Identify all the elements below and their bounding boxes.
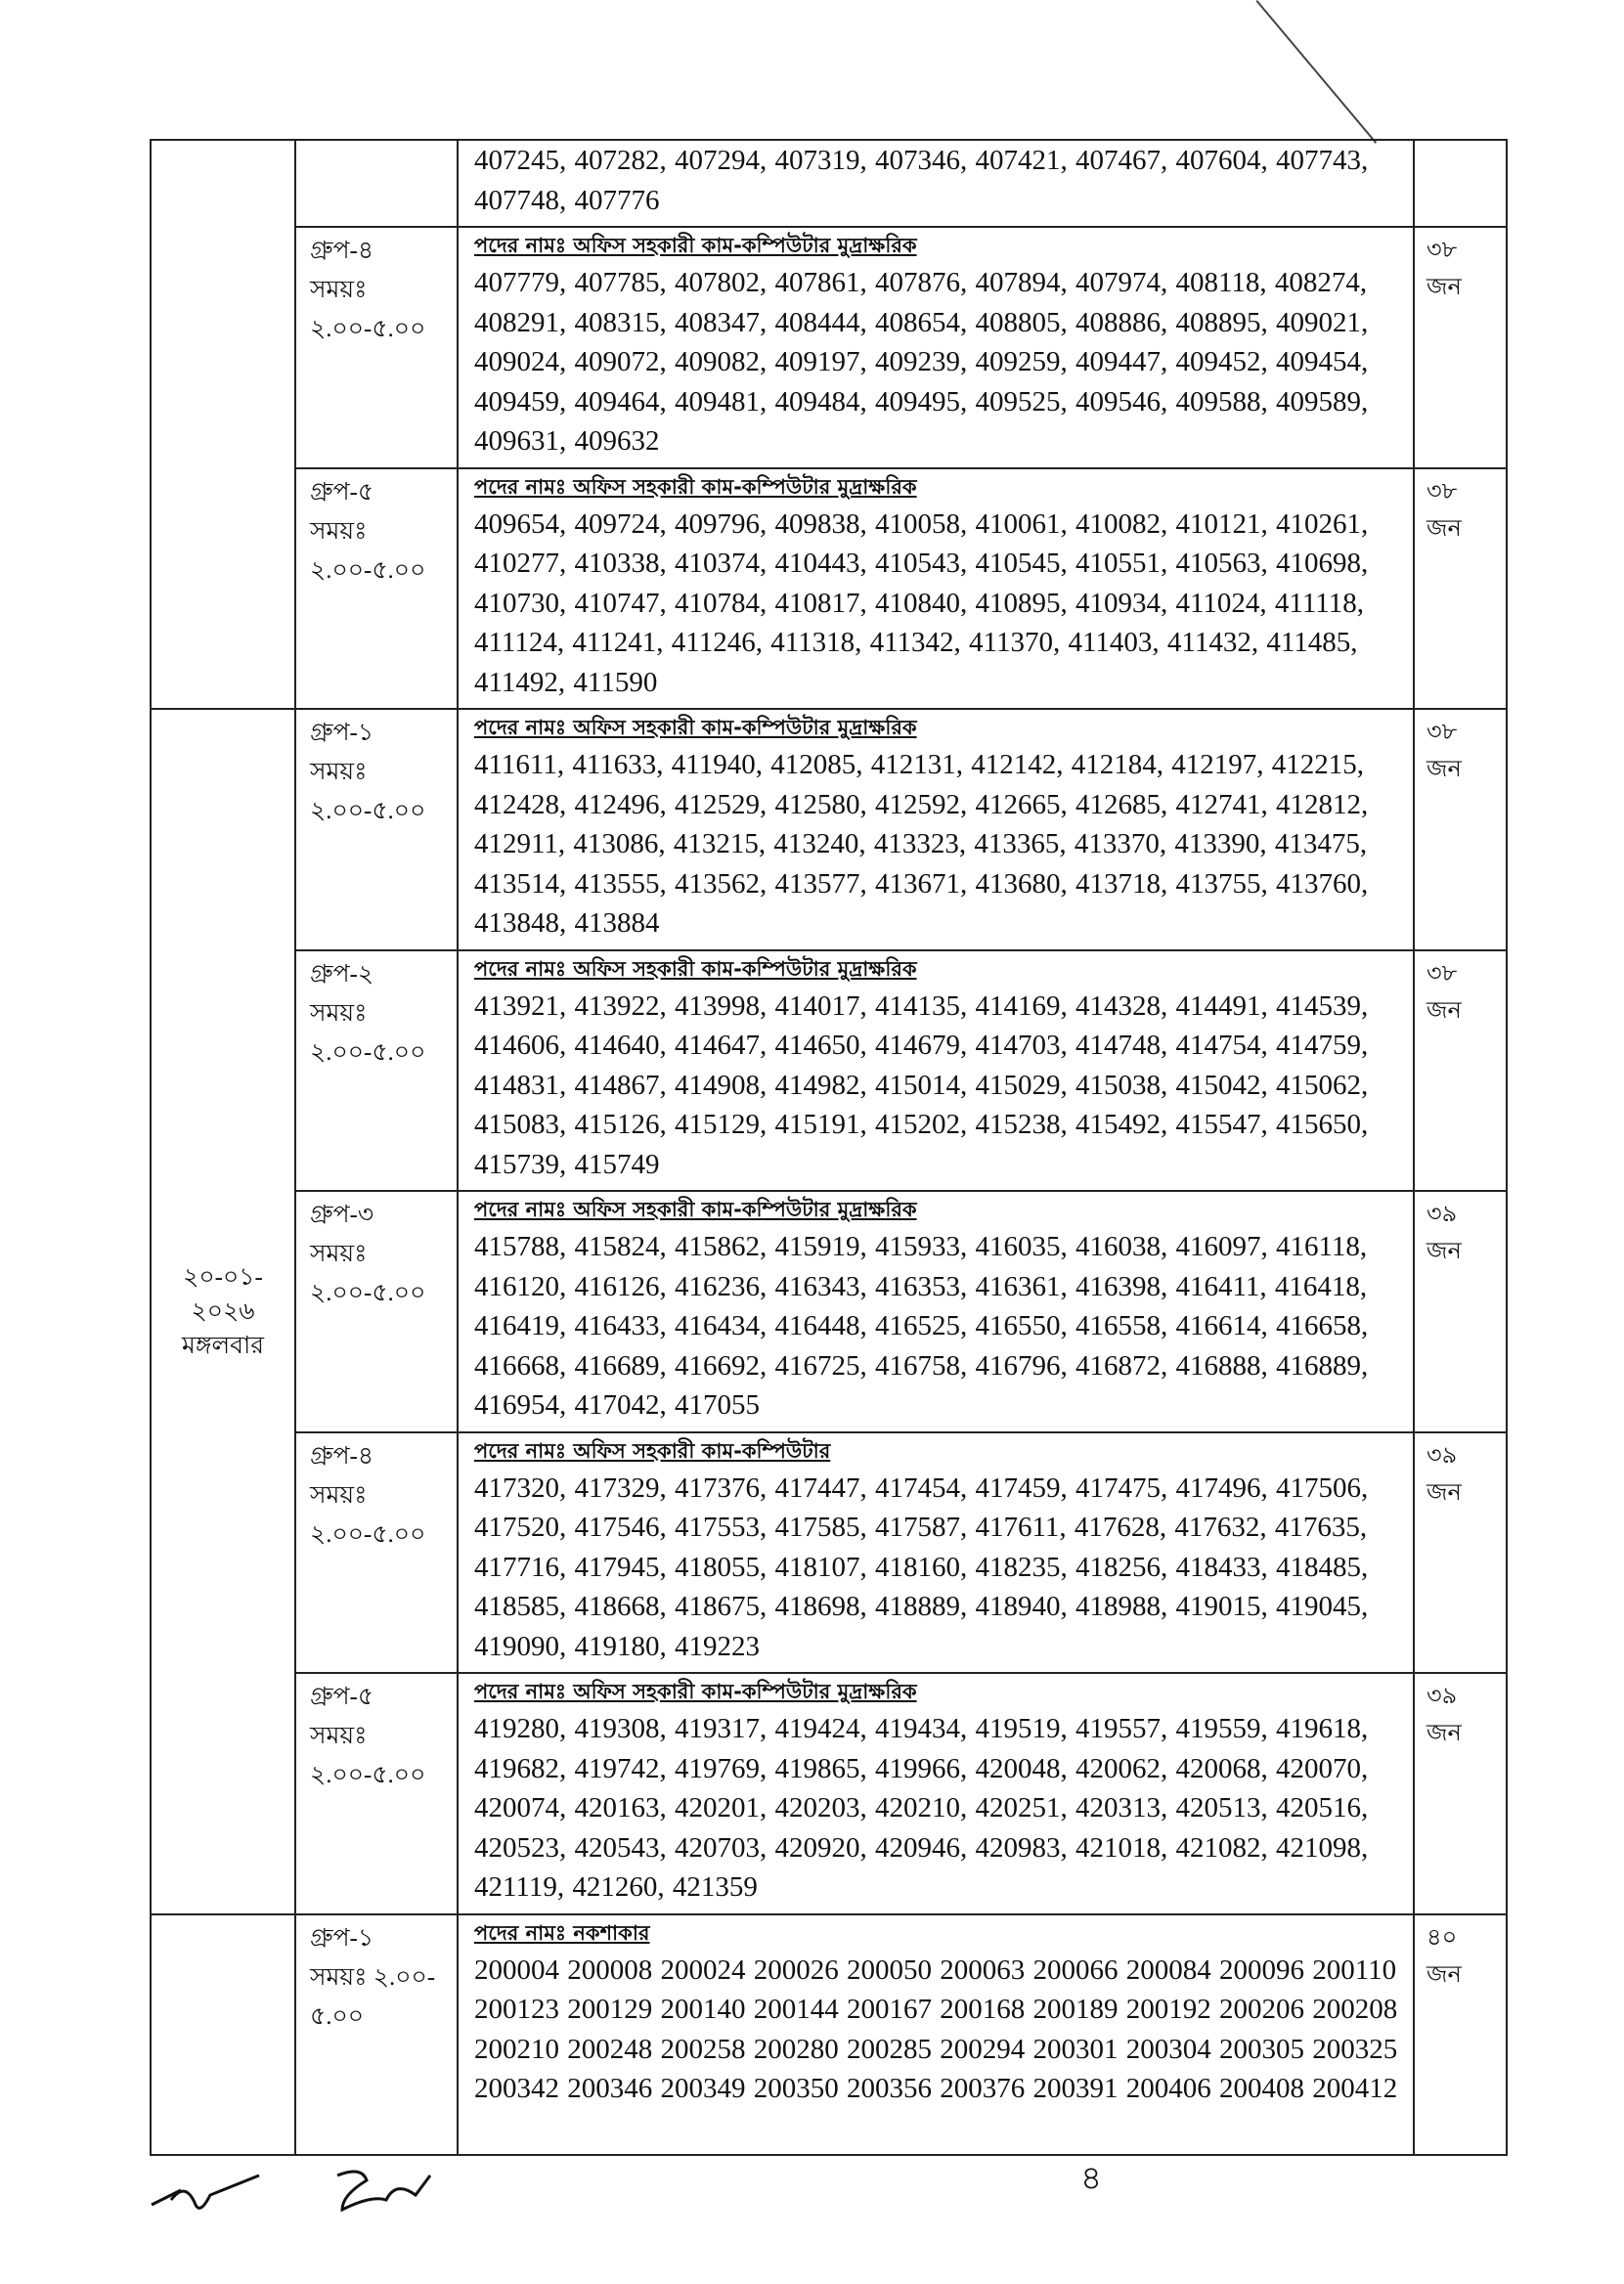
group-cell [295, 1914, 458, 2155]
time-label: সময়ঃ ২.০০- [310, 1963, 436, 1991]
count-cell [1414, 1432, 1507, 1674]
group-label: গ্রুপ-২ [310, 960, 374, 988]
table-row [151, 950, 1507, 1192]
count-unit: জন [1426, 275, 1462, 300]
count-cell [1414, 227, 1507, 468]
candidate-count: ৩৮ [1426, 960, 1458, 987]
rolls-cell [458, 1191, 1414, 1432]
post-title: পদের নামঃ অফিস সহকারী কাম-কম্পিউটার মুদ্রাক্ষরিক [474, 234, 917, 257]
post-title: পদের নামঃ অফিস সহকারী কাম-কম্পিউটার মুদ্রাক্ষরিক [474, 956, 917, 981]
count-unit: জন [1426, 757, 1462, 782]
count-cell [1414, 1673, 1507, 1914]
rolls-cell [458, 1673, 1414, 1914]
candidate-count: ৩৯ [1426, 1202, 1458, 1227]
table-row [151, 1191, 1507, 1432]
group-label: গ্রুপ-৫ [310, 1684, 374, 1710]
table-row [151, 468, 1507, 710]
group-label: গ্রুপ-৪ [310, 238, 374, 264]
group-cell [295, 950, 458, 1192]
time-label: সময়ঃ [310, 759, 368, 785]
roll-numbers: 415788, 415824, 415862, 415919, 415933, 416035, 416038, 416097, 416118, 416120, 416126, 416236, 416343, 416353, 416361, 416398, 416411, 416418, 416419, 416433, 416434, 416448, 416525, 416550, 416558, 416614, 416658, 416668, 416689, 416692, 416725, 416758, 416796, 416872, 416888, 416889, 416954, 417042, 417055 [474, 1231, 1369, 1421]
page-footer [137, 2141, 1506, 2239]
roll-numbers: 417320, 417329, 417376, 417447, 417454, 417459, 417475, 417496, 417506, 417520, 417546, 417553, 417585, 417587, 417611, 417628, 417632, 417635, 417716, 417945, 418055, 418107, 418160, 418235, 418256, 418433, 418485, 418585, 418668, 418675, 418698, 418889, 418940, 418988, 419015, 419045, 419090, 419180, 419223 [474, 1471, 1369, 1662]
date-cell-previous [151, 140, 295, 709]
post-title: পদের নামঃ অফিস সহকারী কাম-কম্পিউটার [474, 1438, 831, 1463]
candidate-count: ৩৮ [1426, 478, 1458, 505]
count-cell [1414, 1191, 1507, 1432]
table-row [151, 227, 1507, 468]
time-value: ২.০০-৫.০০ [310, 556, 426, 584]
date-cell [151, 709, 295, 1914]
rolls-cell [458, 709, 1414, 950]
group-cell [295, 227, 458, 468]
count-unit: জন [1426, 1479, 1462, 1506]
time-label: সময়ঃ [310, 277, 368, 303]
roll-numbers: 413921, 413922, 413998, 414017, 414135, 414169, 414328, 414491, 414539, 414606, 414640, 414647, 414650, 414679, 414703, 414748, 414754, 414759, 414831, 414867, 414908, 414982, 415014, 415029, 415038, 415042, 415062, 415083, 415126, 415129, 415191, 415202, 415238, 415492, 415547, 415650, 415739, 415749 [474, 989, 1369, 1180]
candidate-count: ৪০ [1426, 1924, 1458, 1951]
candidate-count: ৩৮ [1426, 238, 1458, 263]
roll-numbers: 419280, 419308, 419317, 419424, 419434, 419519, 419557, 419559, 419618, 419682, 419742, 419769, 419865, 419966, 420048, 420062, 420068, 420070, 420074, 420163, 420201, 420203, 420210, 420251, 420313, 420513, 420516, 420523, 420543, 420703, 420920, 420946, 420983, 421018, 421082, 421098, 421119, 421260, 421359 [474, 1713, 1369, 1903]
roll-numbers: 409654, 409724, 409796, 409838, 410058, 410061, 410082, 410121, 410261, 410277, 410338, 410374, 410443, 410543, 410545, 410551, 410563, 410698, 410730, 410747, 410784, 410817, 410840, 410895, 410934, 411024, 411118, 411124, 411241, 411246, 411318, 411342, 411370, 411403, 411432, 411485, 411492, 411590 [474, 507, 1369, 698]
signature-mark-icon [323, 2156, 460, 2224]
roll-numbers: 411611, 411633, 411940, 412085, 412131, 412142, 412184, 412197, 412215, 412428, 412496, 412529, 412580, 412592, 412665, 412685, 412741, 412812, 412911, 413086, 413215, 413240, 413323, 413365, 413370, 413390, 413475, 413514, 413555, 413562, 413577, 413671, 413680, 413718, 413755, 413760, 413848, 413884 [474, 749, 1369, 939]
count-unit: জন [1426, 997, 1462, 1024]
page-number: ৪ [1080, 2159, 1103, 2198]
scan-artifact-line [1255, 0, 1377, 144]
count-cell [1414, 1914, 1507, 2155]
rolls-cell [458, 1432, 1414, 1674]
count-cell [1414, 140, 1507, 227]
table-row [151, 1432, 1507, 1674]
group-label: গ্রুপ-৩ [310, 1202, 374, 1228]
time-label: সময়ঃ [310, 517, 368, 545]
group-label: গ্রুপ-৪ [310, 1442, 374, 1470]
rolls-cell [458, 140, 1414, 227]
time-value: ২.০০-৫.০০ [310, 1038, 426, 1066]
count-unit: জন [1426, 515, 1462, 542]
candidate-count: ৩৯ [1426, 1442, 1458, 1469]
group-cell [295, 468, 458, 710]
rolls-cell [458, 1914, 1414, 2155]
rolls-cell [458, 227, 1414, 468]
signature-mark-icon [142, 2161, 288, 2219]
group-label: গ্রুপ-১ [310, 1924, 374, 1952]
roll-numbers: 407245, 407282, 407294, 407319, 407346, 407421, 407467, 407604, 407743, 407748, 407776 [474, 145, 1369, 216]
rolls-cell [458, 468, 1414, 710]
post-title: পদের নামঃ অফিস সহকারী কাম-কম্পিউটার মুদ্রাক্ষরিক [474, 474, 917, 499]
count-unit: জন [1426, 1961, 1462, 1988]
count-cell [1414, 709, 1507, 950]
table-row [151, 140, 1507, 227]
time-value: ২.০০-৫.০০ [310, 1762, 426, 1788]
count-cell [1414, 468, 1507, 710]
exam-date-line2: ২০২৬ [191, 1297, 255, 1325]
table-row [151, 1914, 1507, 2155]
group-cell [295, 709, 458, 950]
post-title: পদের নামঃ নকশাকার [474, 1920, 650, 1945]
group-cell [295, 140, 458, 227]
time-value: ২.০০-৫.০০ [310, 798, 426, 824]
table-row [151, 1673, 1507, 1914]
post-title: পদের নামঃ অফিস সহকারী কাম-কম্পিউটার মুদ্রাক্ষরিক [474, 1198, 917, 1221]
time-value: ৫.০০ [310, 2002, 364, 2030]
time-label: সময়ঃ [310, 1723, 368, 1749]
roll-numbers: 407779, 407785, 407802, 407861, 407876, 407894, 407974, 408118, 408274, 408291, 408315, 408347, 408444, 408654, 408805, 408886, 408895, 409021, 409024, 409072, 409082, 409197, 409239, 409259, 409447, 409452, 409454, 409459, 409464, 409481, 409484, 409495, 409525, 409546, 409588, 409589, 409631, 409632 [474, 267, 1369, 457]
count-unit: জন [1426, 1239, 1462, 1264]
candidate-count: ৩৮ [1426, 720, 1458, 745]
table-row [151, 709, 1507, 950]
candidate-count: ৩৯ [1426, 1684, 1458, 1709]
group-cell [295, 1432, 458, 1674]
exam-schedule-table [150, 139, 1508, 2156]
group-cell [295, 1191, 458, 1432]
post-title: পদের নামঃ অফিস সহকারী কাম-কম্পিউটার মুদ্রাক্ষরিক [474, 716, 917, 739]
count-unit: জন [1426, 1721, 1462, 1746]
time-value: ২.০০-৫.০০ [310, 1520, 426, 1548]
post-title: পদের নামঃ অফিস সহকারী কাম-কম্পিউটার মুদ্রাক্ষরিক [474, 1680, 917, 1703]
group-cell [295, 1673, 458, 1914]
exam-weekday: মঙ্গলবার [181, 1332, 264, 1359]
time-label: সময়ঃ [310, 999, 368, 1027]
exam-date-line1: ২০-০১- [183, 1263, 263, 1291]
rolls-cell [458, 950, 1414, 1192]
time-value: ২.০০-৫.০০ [310, 1280, 426, 1306]
time-label: সময়ঃ [310, 1241, 368, 1267]
roll-numbers: 200004 200008 200024 200026 200050 200063 200066 200084 200096 200110 200123 200129 200140 200144 200167 200168 200189 200192 200206 200208 200210 200248 200258 200280 200285 200294 200301 200304 200305 200325 200342 200346 200349 200350 200356 200376 200391 200406 200408 200412 [474, 1954, 1398, 2104]
group-label: গ্রুপ-১ [310, 720, 374, 746]
date-cell-next [151, 1914, 295, 2155]
time-value: ২.০০-৫.০০ [310, 316, 426, 342]
count-cell [1414, 950, 1507, 1192]
group-label: গ্রুপ-৫ [310, 478, 374, 505]
time-label: সময়ঃ [310, 1481, 368, 1509]
